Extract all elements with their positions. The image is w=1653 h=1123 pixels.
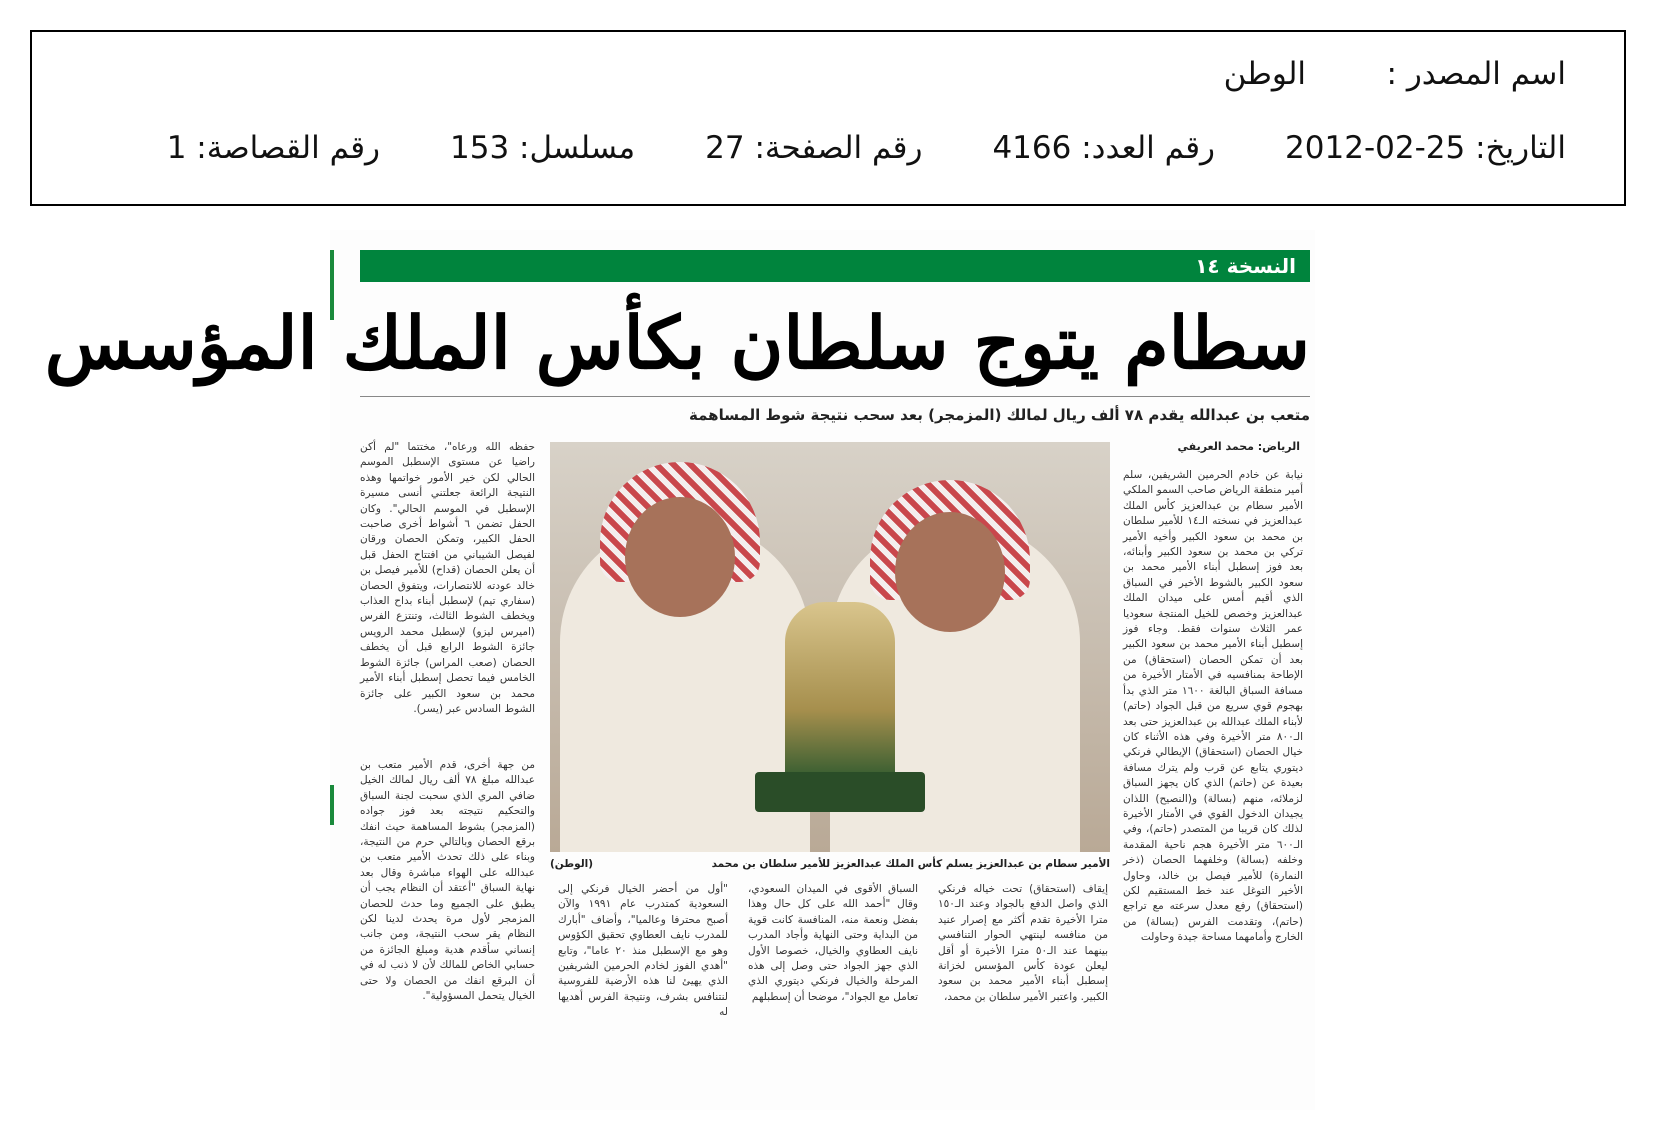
article-column-right: نيابة عن خادم الحرمين الشريفين، سلم أمير منطقة الرياض صاحب السمو الملكي الأمير سطام بن عبدالعزيز كأس الملك عبدالعزيز في نسخته الـ١٤ للأمير سلطان بن محمد بن سعود الكبير وأخيه الأمير تركي بن محمد بن سعود الكبير وأبنائه، بعد فوز إسطبل أبناء الأمير محمد بن سعود الكبير بالشوط الأخير في السباق الذي أقيم أمس على ميدان الملك عبدالعزيز وخصص للخيل المنتجة سعوديا عمر الثلاث سنوات فقط. وجاء فوز إسطبل أبناء الأمير محمد بن سعود الكبير بعد أن تمكن الحصان (استحقاق) من الإطاحة بمنافسيه في الأمتار الأخيرة من مسافة السباق البالغة ١٦٠٠ متر الذي بدأ بهجوم قوي سريع من قبل الجواد (حاتم) لأبناء الملك عبدالله بن عبدالعزيز حتى بعد الـ٨٠٠ متر الأخيرة وفي هذه الأثناء كان خيال الحصان (استحقاق) الإيطالي فرنكي ديتوري يتابع عن قرب ولم يترك مسافة بعيدة عن (حاتم) الذي كان يجهز السباق لزملائه، منهم (بسالة) و(النصيح) اللذان يجيدان الدخول القوي في الأمتار الأخيرة لذلك كان قريبا من المتصدر (حاتم)، وفي الـ٦٠٠ متر الأخيرة هجم ناحية المقدمة وخلفه (بسالة) وخلفهما الحصان (ذخر النمارة) للأمير فيصل بن خالد، وحاول الأخير التوغل عند خط المستقيم لكن (استحقاق) رفع معدل سرعته مع تراجع (حاتم)، وتقدمت الفرس (بسالة) من الخارج وأمامهما مساحة جيدة وحاولت [1123,469,1303,944]
article-column-left-continued: من جهة أخرى، قدم الأمير متعب بن عبدالله مبلغ ٧٨ ألف ريال لمالك الخيل ضافي المري الذي سحبت لجنة السباق والتحكيم نتيجته بعد فوز جواده (المزمجر) بشوط المساهمة حيث انفك برقع الحصان وبالتالي حرم من النتيجة، وبناء على ذلك تحدث الأمير متعب بن عبدالله على الهواء مباشرة وقال بعد نهاية السباق "أعتقد أن النظام يجب أن يطبق على الجميع وما حدث للحصان المزمجر لأول مرة يحدث لدينا لكن النظام يقر سحب النتيجة، ومن جانب إنساني سأقدم هدية ومبلغ الجائزة من حسابي الخاص للمالك لأن لا ذنب له في أن البرقع انفك من الحصان ولا حتى الخيال يتحمل المسؤولية". [360,759,535,1003]
serial-label: مسلسل: [519,130,636,166]
serial-value: 153 [450,130,510,166]
face [895,512,1005,632]
issue-field [992,128,1215,168]
clip-label: رقم القصاصة: [196,130,381,166]
byline: الرياض: محمد العريفي [1177,440,1300,453]
issue-label: رقم العدد: [1081,130,1216,166]
trophy-cup [785,602,895,782]
article-headline: سطام يتوج سلطان بكأس الملك المؤسس [44,300,1310,385]
date-value: 25-02-2012 [1285,130,1466,166]
page-field [705,128,922,168]
photo-credit: (الوطن) [550,858,594,870]
source-row [1224,54,1566,94]
article-column-lower: إيقاف (استحقاق) تحت خياله فرنكي الذي واصل الدفع بالجواد وعند الـ١٥٠ مترا الأخيرة تقدم أكثر مع إصرار عنيد من منافسه لينتهي الحوار التنافسي بينهما عند الـ٥٠ مترا الأخيرة أو أقل ليعلن عودة كأس المؤسس لخزانة إسطبل أبناء الأمير محمد بن سعود الكبير. واعتبر الأمير سلطان بن محمد، [938,883,1108,1003]
section-banner: النسخة ١٤ [360,250,1310,282]
clip-field [167,128,380,168]
issue-value: 4166 [992,130,1072,166]
article-column-left: حفظه الله ورعاه"، مختتما "لم أكن راضيا عن مستوى الإسطبل الموسم الحالي لكن خير الأمور خواتمها وهذه النتيجة الرائعة جعلتني أنسى مسيرة الإسطبل في الموسم الحالي". وكان الحفل تضمن ٦ أشواط أخرى صاحبت الحفل الكبير، وتمكن الحصان ورقان لفيصل الشيباني من افتتاح الحفل قبل أن يعلن الحصان (قداح) للأمير فيصل بن خالد عودته للانتصارات، ويتفوق الحصان (سفاري تيم) لإسطبل أبناء بداح العذاب ويخطف الشوط الثالث، وتنتزع الفرس (اميرس ليزو) لإسطبل محمد الرويس جائزة الشوط الرابع قبل أن يخطف الحصان (صعب المراس) جائزة الشوط الخامس فيما تحصل إسطبل أبناء الأمير محمد بن سعود الكبير على جائزة الشوط السادس عبر (يسر). [360,441,535,715]
face [625,497,735,617]
article-photo [550,442,1110,852]
source-value: الوطن [1223,56,1306,92]
details-row [167,128,1566,168]
page-label: رقم الصفحة: [754,130,923,166]
date-field [1285,128,1566,168]
divider [360,396,1310,397]
clip-value: 1 [166,130,187,166]
photo-caption: الأمير سطام بن عبدالعزيز يسلم كأس الملك عبدالعزيز للأمير سلطان بن محمد [711,858,1110,870]
date-label: التاريخ: [1475,130,1566,166]
trophy-base [755,772,925,812]
article-column-lower: السباق الأقوى في الميدان السعودي، وقال "أحمد الله على كل حال وهذا بفضل ونعمة منه، المنافسة كانت قوية من البداية وحتى النهاية وأجاد المدرب نايف العطاوي والخيال، خصوصا الأول الذي جهز الجواد حتى وصل إلى هذه المرحلة والخيال فرنكي ديتوري الذي تعامل مع الجواد"، موضحا أن إسطبلهم [748,883,918,1003]
article-column-lower: "أول من أحضر الخيال فرنكي إلى السعودية كمتدرب عام ١٩٩١ والآن أصبح محترفا وعالميا"، وأضاف "أبارك للمدرب نايف العطاوي تحقيق الكؤوس وهو مع الإسطبل منذ ٢٠ عاما"، وتابع "أهدي الفوز لخادم الحرمين الشريفين الذي يهيئ لنا هذه الأرضية للفروسية لنتنافس بشرف، ونتيجة الفرس أهديها له [558,883,728,1019]
article-subhead: متعب بن عبدالله يقدم ٧٨ ألف ريال لمالك (المزمجر) بعد سحب نتيجة شوط المساهمة [689,406,1310,424]
accent-bar [330,785,334,825]
serial-field [450,128,635,168]
newspaper-clipping [44,230,1315,1110]
photo-caption-row [550,858,1110,876]
page-value: 27 [705,130,745,166]
source-label: اسم المصدر : [1386,56,1566,92]
source-metadata-box [30,30,1626,206]
